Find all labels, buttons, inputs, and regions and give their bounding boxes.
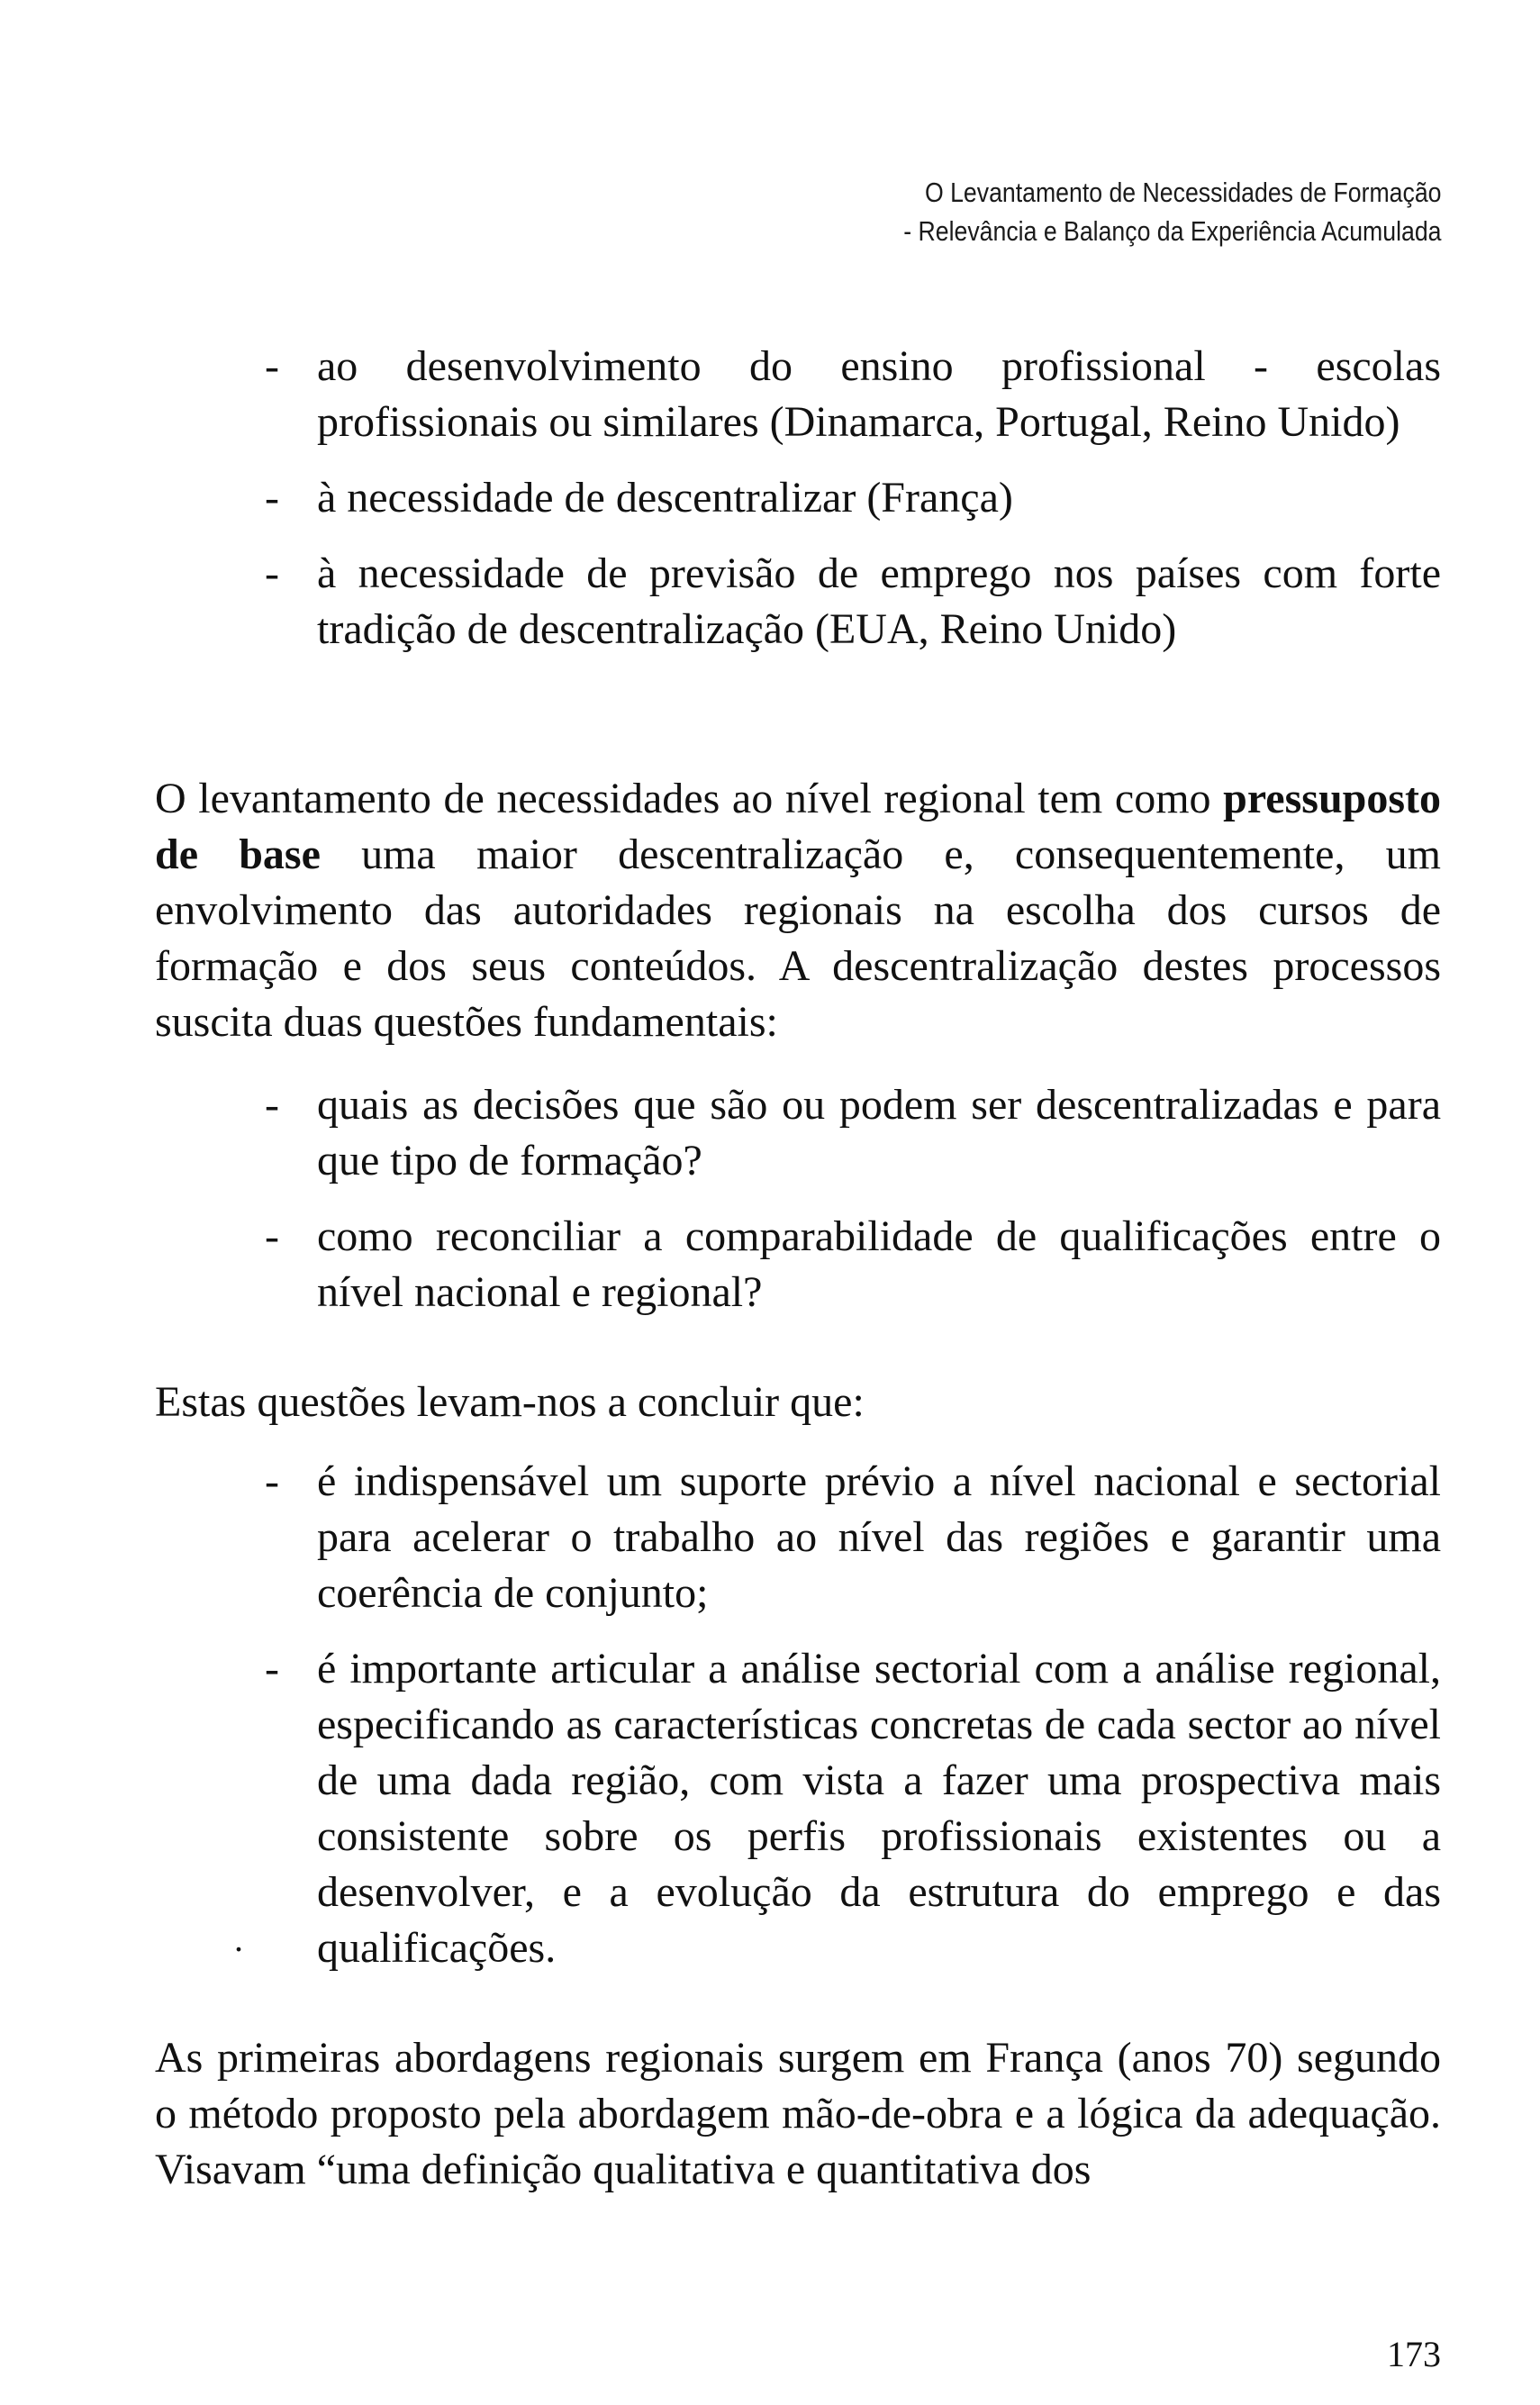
running-header bbox=[903, 173, 1441, 250]
header-subtitle: - Relevância e Balanço da Experiência Acumulada bbox=[902, 215, 1441, 247]
bullet-dash: - bbox=[265, 1212, 279, 1260]
list-item bbox=[155, 470, 1441, 526]
list-item-text: ao desenvolvimento do ensino profissional - escolas profissionais ou similares (Dinamarca, Portugal, Reino Unido) bbox=[317, 342, 1441, 446]
bullet-dash: - bbox=[265, 474, 279, 522]
list-item bbox=[155, 1077, 1441, 1189]
paragraph-text: O levantamento de necessidades ao nível regional tem como bbox=[155, 775, 1224, 822]
paragraph-first-approaches: As primeiras abordagens regionais surgem em França (anos 70) segundo o método proposto pela abordagem mão-de-obra e a lógica da adequação. Visavam “uma definição qualitativa e quantitativa dos bbox=[155, 2034, 1441, 2193]
paragraph-text: uma maior descentralização e, consequentemente, um envolvimento das autoridades regionais na escolha dos cursos de formação e dos seus conteúdos. A descentralização destes processos suscita duas questões fundamentais: bbox=[155, 830, 1441, 1046]
stray-mark: . bbox=[234, 1919, 243, 1959]
list-item-text: é indispensável um suporte prévio a nível nacional e sectorial para acelerar o trabalho ao nível das regiões e garantir uma coerência de conjunto; bbox=[317, 1457, 1441, 1617]
list-item bbox=[155, 1641, 1441, 1976]
list-item-text: é importante articular a análise sectorial com a análise regional, especificando as características concretas de cada sector ao nível de uma dada região, com vista a fazer uma prospectiva mais consistente sobre os perfis profissionais existentes ou a desenvolver, e a evolução da estrutura do emprego e das qualificações. bbox=[317, 1645, 1441, 1972]
bullet-list-contexts bbox=[155, 339, 1441, 677]
list-item-text: à necessidade de descentralizar (França) bbox=[317, 474, 1013, 522]
list-item bbox=[155, 1454, 1441, 1621]
paragraph-bold-term: pressuposto de base bbox=[155, 775, 1441, 878]
header-title: O Levantamento de Necessidades de Formação bbox=[924, 177, 1441, 208]
list-item bbox=[155, 339, 1441, 450]
list-item-text: à necessidade de previsão de emprego nos países com forte tradição de descentralização (EUA, Reino Unido) bbox=[317, 549, 1441, 653]
page-number: 173 bbox=[1387, 2334, 1441, 2374]
bullet-dash: - bbox=[265, 549, 279, 597]
list-item-text: quais as decisões que são ou podem ser descentralizadas e para que tipo de formação? bbox=[317, 1081, 1441, 1184]
paragraph-regional bbox=[155, 771, 1441, 1050]
bullet-dash: - bbox=[265, 1457, 279, 1505]
list-item-text: como reconciliar a comparabilidade de qualificações entre o nível nacional e regional? bbox=[317, 1212, 1441, 1316]
bullet-dash: - bbox=[265, 1645, 279, 1693]
bullet-list-conclusions bbox=[155, 1454, 1441, 1996]
list-item bbox=[155, 546, 1441, 658]
bullet-list-questions bbox=[155, 1077, 1441, 1340]
list-item bbox=[155, 1209, 1441, 1320]
paragraph-conclusion-intro: Estas questões levam-nos a concluir que: bbox=[155, 1378, 865, 1426]
bullet-dash: - bbox=[265, 1081, 279, 1129]
bullet-dash: - bbox=[265, 342, 279, 390]
